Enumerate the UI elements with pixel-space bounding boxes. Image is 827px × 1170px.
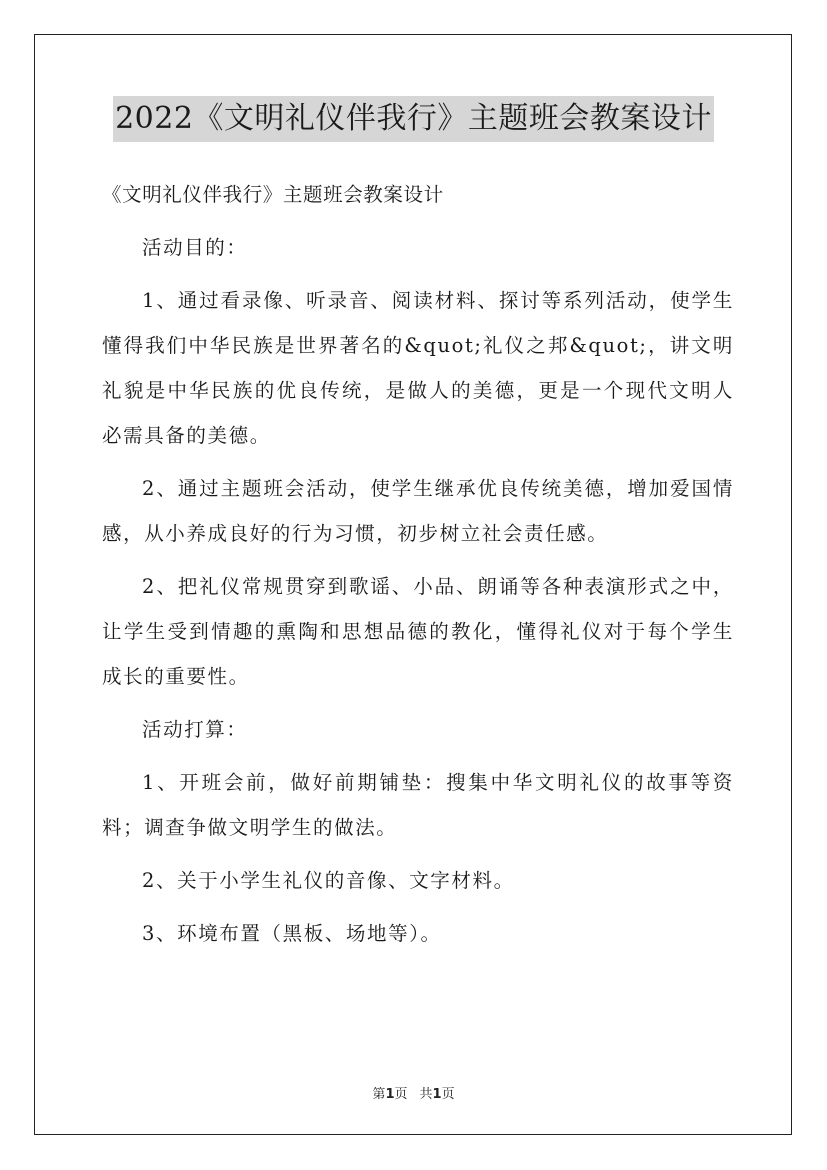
footer-page-prefix: 第 (372, 1087, 386, 1102)
title-wrap (0, 96, 827, 142)
page-footer (0, 1083, 827, 1102)
paragraph-purpose-1: 1、通过看录像、听录音、阅读材料、探讨等系列活动，使学生懂得我们中华民族是世界著名的&quot;礼仪之邦&quot;，讲文明礼貌是中华民族的优良传统，是做人的美德，更是一个现代文明人必需具备的美德。 (102, 289, 734, 447)
section-heading-purpose: 活动目的： (142, 236, 248, 259)
paragraph-preparation-3: 3、环境布置（黑板、场地等）。 (142, 922, 442, 945)
footer-total-suffix: 页 (441, 1087, 455, 1102)
footer-total-prefix: 共 (419, 1087, 433, 1102)
paragraph-preparation-2: 2、关于小学生礼仪的音像、文字材料。 (142, 869, 515, 892)
footer-page-current: 1 (385, 1087, 395, 1102)
document-title: 2022《文明礼仪伴我行》主题班会教案设计 (113, 96, 714, 142)
paragraph-purpose-2: 2、通过主题班会活动，使学生继承优良传统美德，增加爱国情感，从小养成良好的行为习惯，初步树立社会责任感。 (102, 477, 734, 545)
paragraph-preparation-1: 1、开班会前，做好前期铺垫：搜集中华文明礼仪的故事等资料；调查争做文明学生的做法。 (102, 771, 734, 839)
document-body (102, 172, 734, 964)
subtitle-paragraph: 《文明礼仪伴我行》主题班会教案设计 (102, 183, 444, 206)
footer-page-suffix: 页 (394, 1087, 408, 1102)
footer-total-pages: 1 (432, 1087, 442, 1102)
paragraph-purpose-3: 2、把礼仪常规贯穿到歌谣、小品、朗诵等各种表演形式之中，让学生受到情趣的熏陶和思想品德的教化，懂得礼仪对于每个学生成长的重要性。 (102, 575, 734, 688)
section-heading-preparation: 活动打算： (142, 718, 248, 741)
